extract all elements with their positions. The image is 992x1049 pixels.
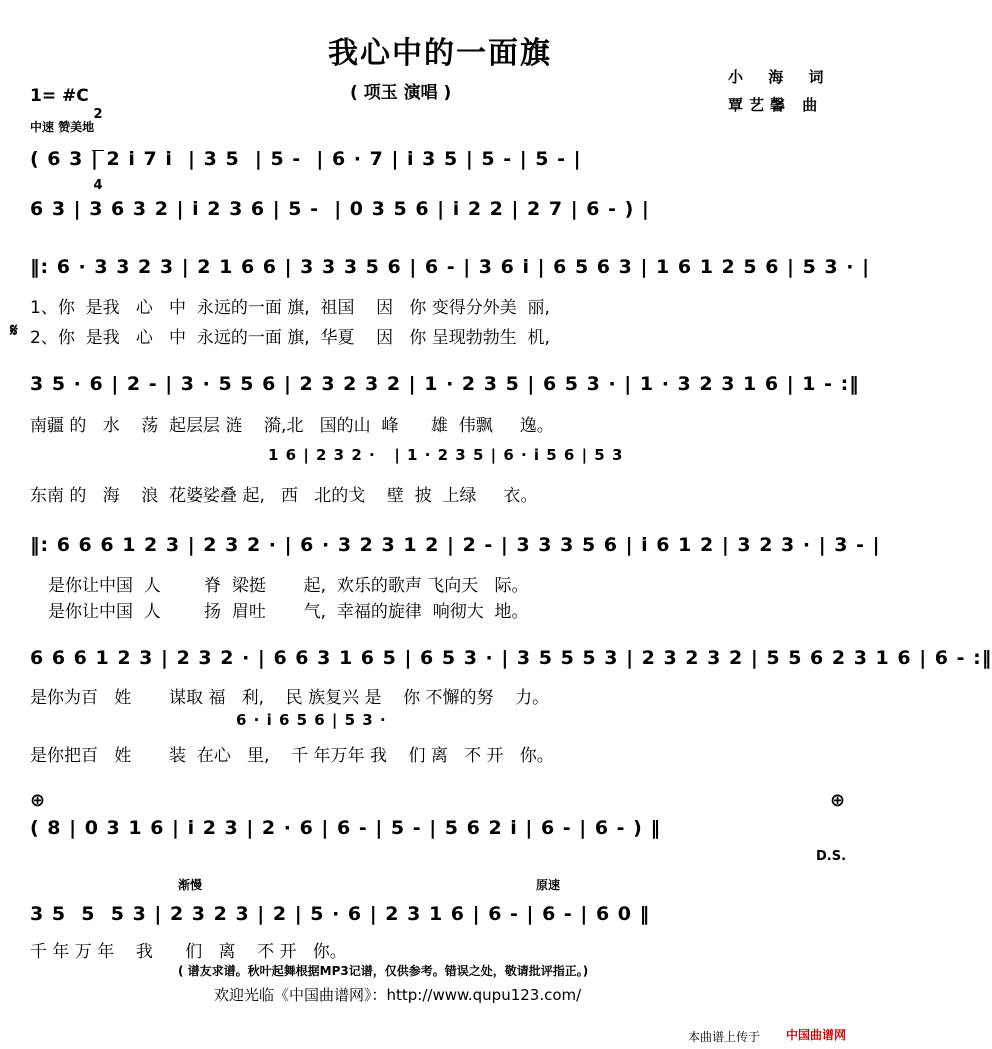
lyric-line-3b: 2、你 是我 心 中 永远的一面 旗, 华夏 因 你 呈现勃勃生 机, bbox=[30, 328, 550, 348]
composer-credit: 覃艺馨 曲 bbox=[728, 96, 824, 114]
lyric-line-4: 南疆 的 水 荡 起层层 涟 漪,北 国的山 峰 雄 伟飘 逸。 bbox=[30, 416, 554, 436]
time-signature bbox=[92, 80, 104, 207]
lyric-line-4b: 东南 的 海 浪 花婆娑叠 起, 西 北的戈 壁 披 上绿 衣。 bbox=[30, 486, 538, 506]
score-line-3: ‖: 6 · 3 3 2 3 | 2 1 6 6 | 3 3 3 5 6 | 6 - | 3 6 i | 6 5 6 3 | 1 6 1 2 5 6 | 5 3 · | bbox=[30, 256, 871, 278]
score-line-6b: 6 · i 6 5 6 | 5 3 · bbox=[236, 711, 387, 729]
score-line-6: 6 6 6 1 2 3 | 2 3 2 · | 6 6 3 1 6 5 | 6 5 3 · | 3 5 5 5 3 | 2 3 2 3 2 | 5 5 6 2 3 1 6 | 6 - :‖ bbox=[30, 647, 992, 669]
time-signature-bottom: 4 bbox=[93, 178, 103, 193]
performer-credit: ( 项玉 演唱 ) bbox=[350, 83, 452, 103]
tempo-slow-marking: 渐慢 bbox=[178, 878, 203, 892]
lyric-line-6b: 是你把百 姓 装 在心 里, 千 年万年 我 们 离 不 开 你。 bbox=[30, 746, 554, 766]
lyricist-credit: 小 海 词 bbox=[728, 68, 834, 86]
coda-icon: ⊕ bbox=[30, 790, 46, 811]
lyric-line-8: 千 年 万 年 我 们 离 不 开 你。 bbox=[30, 942, 347, 962]
coda-icon: ⊕ bbox=[830, 790, 846, 811]
lyric-line-3a: 1、你 是我 心 中 永远的一面 旗, 祖国 因 你 变得分外美 丽, bbox=[30, 298, 550, 318]
welcome-text: 欢迎光临《中国曲谱网》：http://www.qupu123.com/ bbox=[214, 986, 582, 1004]
score-line-4: 3 5 · 6 | 2 - | 3 · 5 5 6 | 2 3 2 3 2 | 1 · 2 3 5 | 6 5 3 · | 1 · 3 2 3 1 6 | 1 - :‖ bbox=[30, 373, 860, 395]
transcription-note: ( 谱友求谱。秋叶起舞根据MP3记谱，仅供参考。错误之处，敬请批评指正。) bbox=[178, 964, 589, 978]
time-signature-top: 2 bbox=[93, 107, 103, 122]
score-line-1: ( 6 3 | 2 i 7 i | 3 5 | 5 - | 6 · 7 | i 3 5 | 5 - | 5 - | bbox=[30, 148, 582, 170]
score-line-2: 6 3 | 3 6 3 2 | i 2 3 6 | 5 - | 0 3 5 6 | i 2 2 | 2 7 | 6 - ) | bbox=[30, 198, 650, 220]
key-signature: 1= #C bbox=[30, 86, 89, 106]
ds-marking: D.S. bbox=[816, 849, 847, 864]
lyric-line-5b: 是你让中国 人 扬 眉吐 气, 幸福的旋律 响彻大 地。 bbox=[48, 602, 529, 622]
score-line-4b: 1 6 | 2 3 2 · | 1 · 2 3 5 | 6 · i 5 6 | 5 3 bbox=[268, 446, 624, 464]
lyric-line-6a: 是你为百 姓 谋取 福 利, 民 族复兴 是 你 不懈的努 力。 bbox=[30, 688, 550, 708]
lyric-line-5a: 是你让中国 人 脊 梁挺 起, 欢乐的歌声 飞向天 际。 bbox=[48, 576, 529, 596]
tempo-original-marking: 原速 bbox=[536, 878, 561, 892]
upload-text: 本曲谱上传于 bbox=[688, 1030, 761, 1044]
score-line-5: ‖: 6 6 6 1 2 3 | 2 3 2 · | 6 · 3 2 3 1 2 | 2 - | 3 3 3 5 6 | i 6 1 2 | 3 2 3 · | 3 - | bbox=[30, 534, 881, 556]
tempo-marking: 中速 赞美地 bbox=[30, 120, 95, 134]
page-title: 我心中的一面旗 bbox=[328, 36, 552, 71]
score-line-7: ( 8 | 0 3 1 6 | i 2 3 | 2 · 6 | 6 - | 5 - | 5 6 2 i | 6 - | 6 - ) ‖ bbox=[30, 817, 661, 839]
segno-icon: 𝄋 bbox=[10, 320, 18, 341]
site-logo: 中国曲谱网 bbox=[786, 1028, 847, 1042]
score-line-8: 3 5 5 5 3 | 2 3 2 3 | 2 | 5 · 6 | 2 3 1 6 | 6 - | 6 - | 6 0 ‖ bbox=[30, 903, 651, 925]
